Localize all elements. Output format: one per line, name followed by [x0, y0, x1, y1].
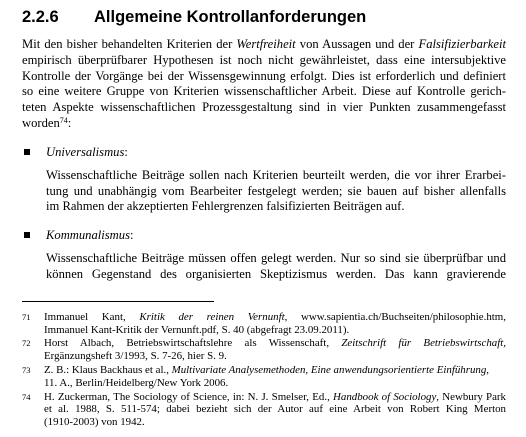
footnote-line: 11. A., Berlin/Heidelberg/New York 2006. — [44, 376, 229, 389]
footnote-number: 71 — [22, 311, 31, 322]
footnote-74 — [22, 391, 506, 429]
footnote-title: Zeitschrift für Betriebswirtschaft, — [341, 337, 507, 350]
intro-text: : — [67, 115, 72, 130]
footnote-text: Z. B.: Klaus Backhaus et al., — [44, 363, 172, 376]
bullet-line: können Gegenstand des organisierten Skeptizismus werden. Das kann gravierende — [46, 266, 506, 281]
footnote-number: 73 — [22, 364, 31, 375]
intro-paragraph — [22, 37, 506, 132]
bullet-line: im Rahmen der akzeptierten Fehlergrenzen falsifizierten Beiträgen auf. — [46, 199, 405, 214]
footnote-separator — [22, 301, 214, 302]
bullet-title: Kommunalismus — [46, 228, 130, 243]
footnote-line — [44, 337, 506, 350]
footnote-text: H. Zuckerman, The Sociology of Science, in: N. J. Smelser, Ed., — [44, 390, 334, 403]
footnote-link[interactable]: , www.sapientia.ch/Buchseiten/philosophie.htm, — [284, 310, 506, 323]
bullet-kommunalismus — [22, 227, 506, 243]
intro-line-1 — [22, 37, 506, 53]
footnote-line — [44, 364, 506, 377]
footnote-reference[interactable]: 74 — [59, 115, 68, 125]
bullet-line: tung und unabhängig vom Bearbeiter festgelegt werden; sie bauen auf bisher allenfalls — [46, 183, 506, 198]
intro-text: worden — [22, 115, 60, 130]
document-page — [22, 6, 506, 430]
intro-line-5: teten Aspekte wissenschaftlichen Prozessgestaltung sind in vier Punkten zusammengefasst — [22, 100, 506, 115]
section-title: Allgemeine Kontrollanforderungen — [94, 8, 367, 26]
square-bullet-icon — [24, 149, 30, 155]
footnote-number: 72 — [22, 338, 31, 349]
footnote-title: Handbook of Sociology — [333, 390, 437, 403]
section-number: 2.2.6 — [22, 8, 59, 26]
intro-text: von Aussagen und der — [295, 37, 419, 51]
footnote-number: 74 — [22, 391, 31, 402]
bullet-body-universalismus — [46, 168, 506, 215]
bullet-line: Wissenschaftliche Beiträge müssen offen gelegt werden. Nur so sind sie überprüfbar und — [46, 251, 506, 266]
footnote-line: et al. 1988, S. 511-574; dabei bezieht sich der Autor auf eine Arbeit von Robert King Merton — [44, 403, 506, 416]
bullet-title-suffix: : — [129, 228, 134, 243]
footnote-71 — [22, 311, 506, 337]
footnote-text: , Newbury Park — [436, 390, 506, 403]
section-heading — [22, 6, 506, 28]
footnote-text: Immanuel Kant, — [44, 310, 140, 323]
footnote-73 — [22, 364, 506, 390]
footnote-line — [44, 311, 506, 324]
term-falsifizierbarkeit: Falsifizierbarkeit — [418, 37, 506, 51]
footnote-line: Ergänzungsheft 3/1993, S. 7-26, hier S. 9. — [44, 350, 227, 363]
intro-text: Mit den bisher behandelten Kriterien der — [22, 37, 237, 51]
bullet-title-suffix: : — [124, 144, 128, 159]
square-bullet-icon — [24, 232, 30, 238]
footnote-title: Kritik der reinen Vernunft — [139, 310, 285, 323]
term-wertfreiheit: Wertfreiheit — [236, 37, 296, 51]
intro-line-3: Kontrolle der Vorgänge bei der Wissensgewinnung erfolgt. Dies ist erforderlich und definiert — [22, 68, 506, 83]
bullet-body-kommunalismus — [46, 251, 506, 283]
intro-line-6 — [22, 116, 506, 132]
intro-line-2: empirisch überprüfbarer Hypothesen ist noch nicht gewährleistet, dass eine intersubjektive — [22, 52, 506, 67]
bullet-title: Universalismus — [46, 144, 125, 159]
footnote-72 — [22, 337, 506, 363]
bullet-universalismus — [22, 144, 506, 160]
footnote-line: Immanuel Kant-Kritik der Vernunft.pdf, S. 40 (abgefragt 23.09.2011). — [44, 323, 350, 336]
footnote-line — [44, 391, 506, 404]
footnote-title: Multivariate Analysemethoden, Eine anwendungsorientierte Einführung, — [171, 363, 490, 376]
intro-line-4: so eine weitere Gruppe von Kriterien wissenschaftlicher Arbeit. Diese auf Kontrolle gerich- — [22, 84, 506, 99]
footnote-text: Horst Albach, Betriebswirtschaftslehre als Wissenschaft, — [44, 337, 342, 350]
footnote-line: (1910-2003) von 1942. — [44, 416, 145, 429]
bullet-line: Wissenschaftliche Beiträge sollen nach Kriterien beurteilt werden, die vor ihrer Erarbei- — [46, 167, 506, 182]
